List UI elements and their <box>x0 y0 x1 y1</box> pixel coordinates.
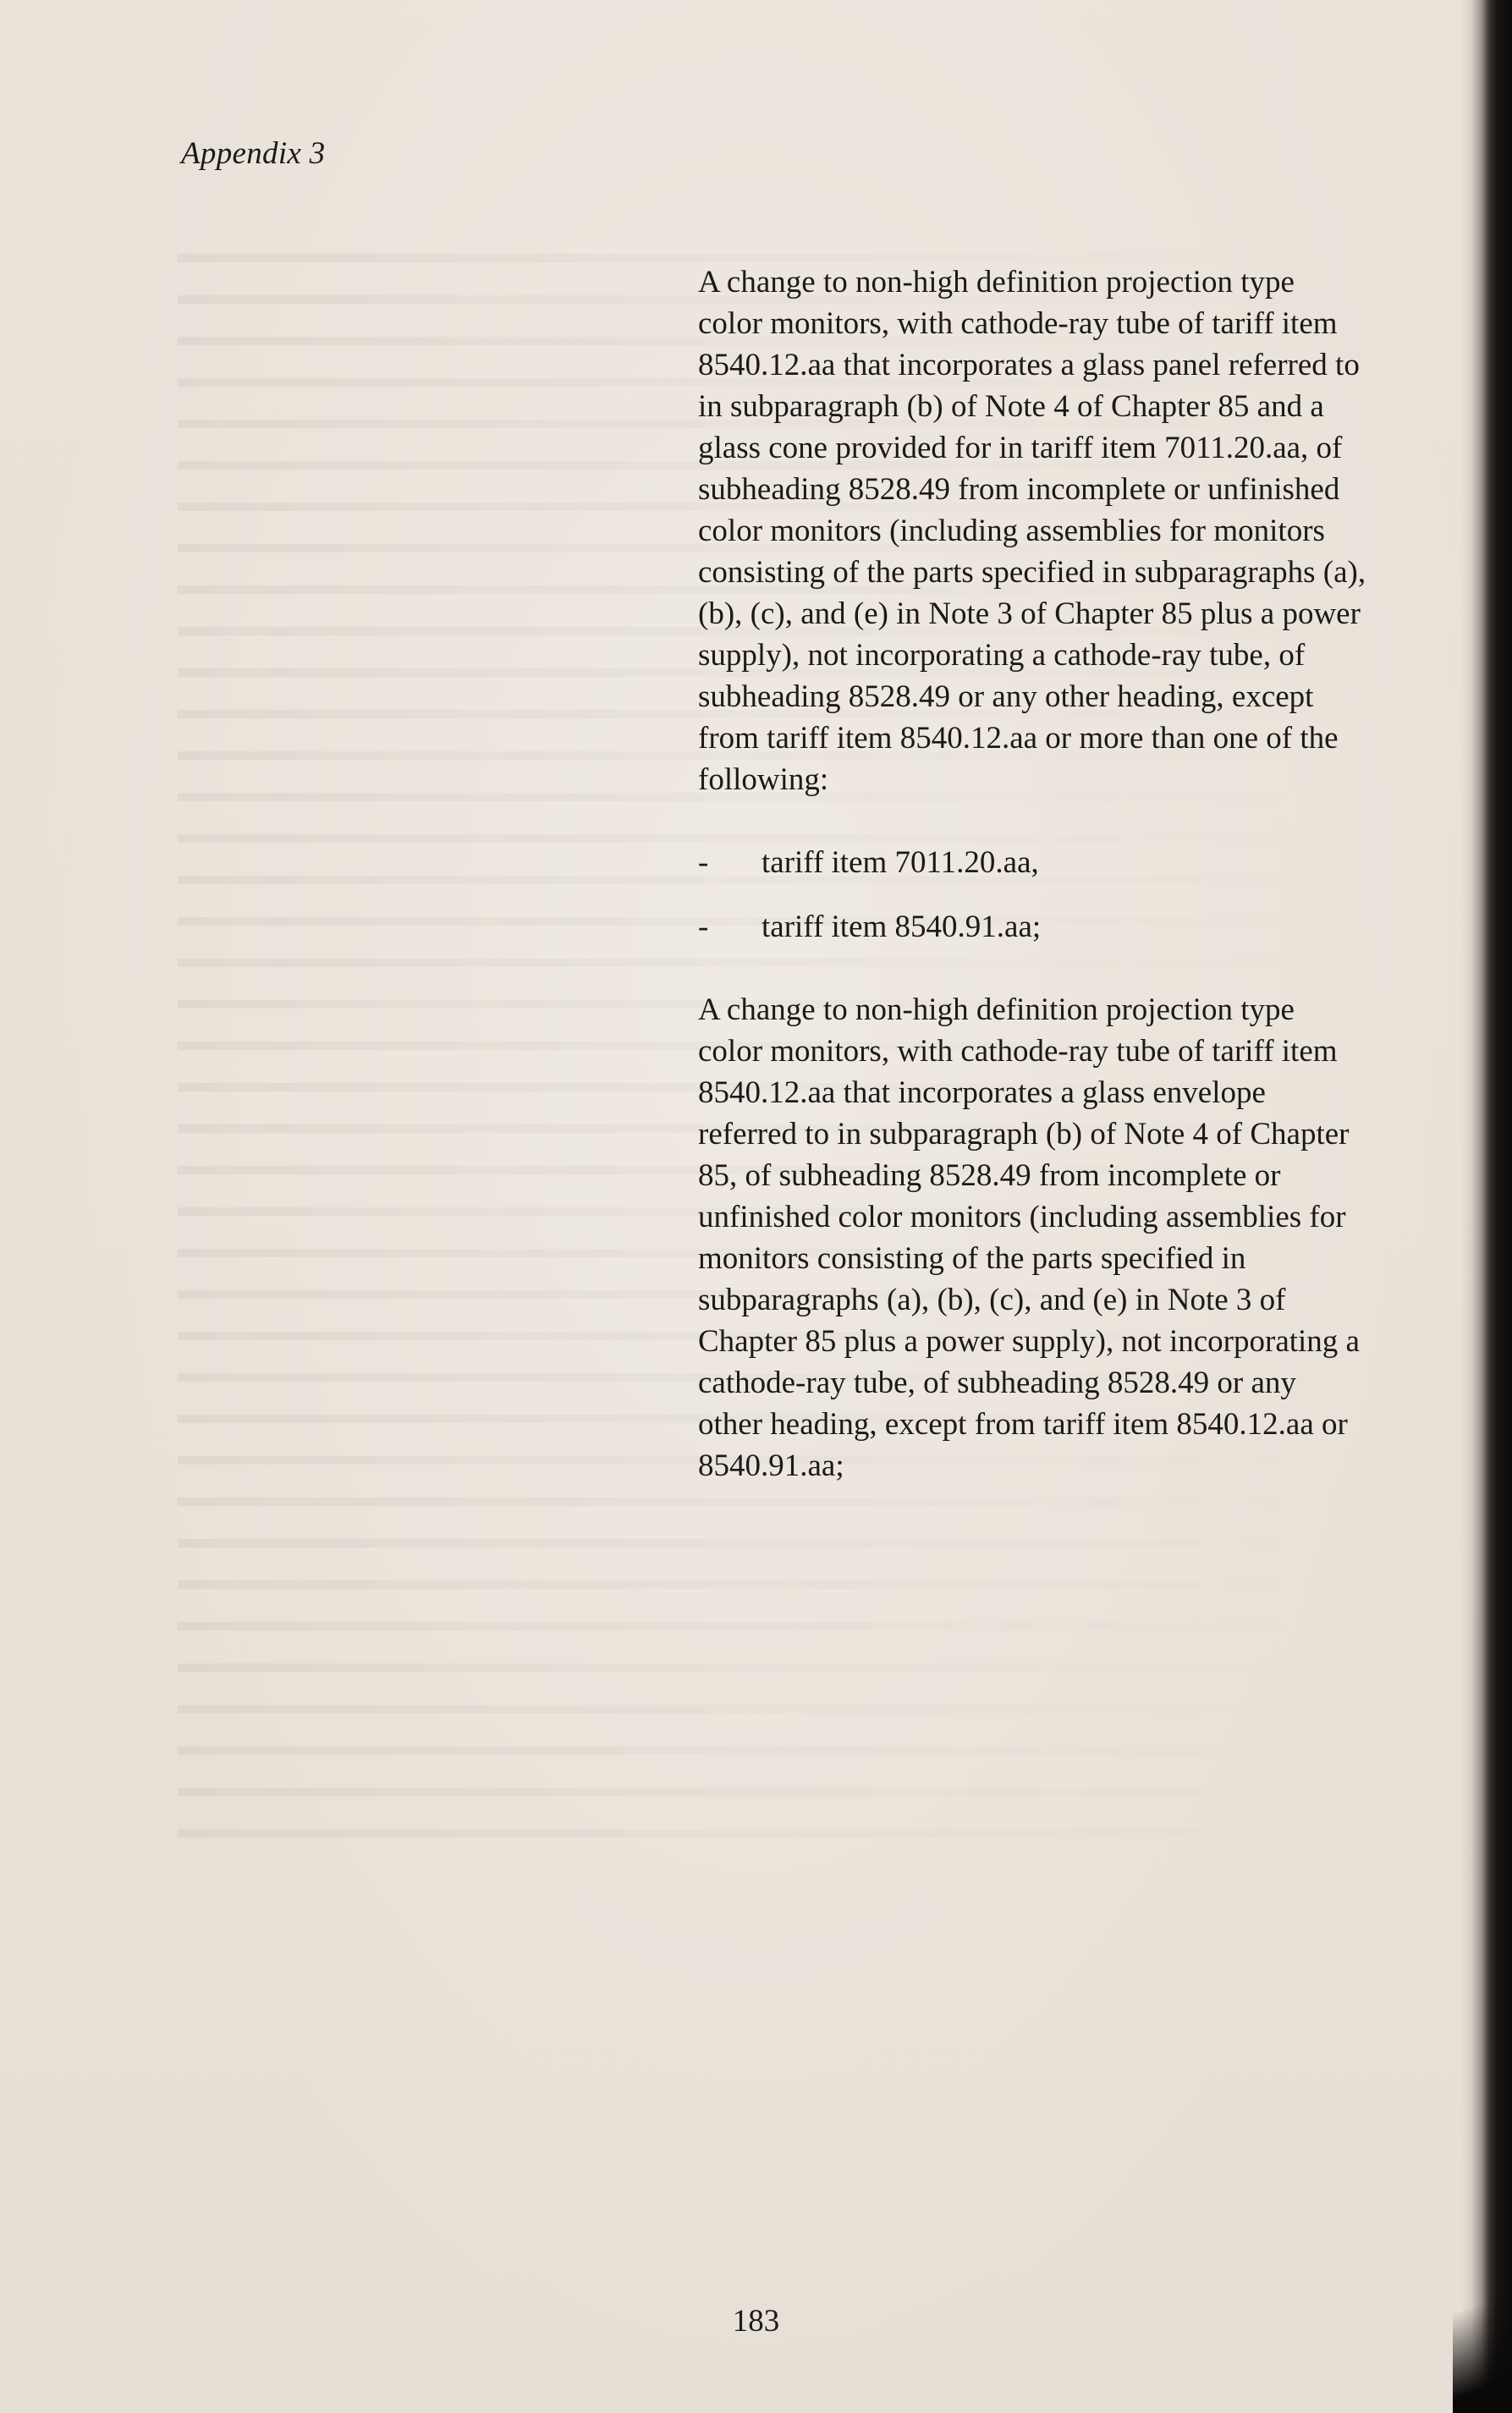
page-number: 183 <box>732 2304 780 2339</box>
list-item-text: tariff item 7011.20.aa, <box>761 845 1039 880</box>
exception-list <box>698 842 1366 948</box>
list-dash: - <box>698 845 709 880</box>
list-item-text: tariff item 8540.91.aa; <box>761 910 1042 944</box>
paragraph-2: A change to non-high definition projection type color monitors, with cathode-ray tube of tariff item 8540.12.aa that incorporates a glass envelope referred to in subparagraph (b) of Note 4 of Chapter 85, of subheading 8528.49 from incomplete or unfinished color monitors (including assemblies for monitors consisting of the parts specified in subparagraphs (a), (b), (c), and (e) in Note 3 of Chapter 85 plus a power supply), not incorporating a cathode-ray tube, of subheading 8528.49 or any other heading, except from tariff item 8540.12.aa or 8540.91.aa; <box>698 992 1360 1483</box>
page-corner-shadow <box>1453 2261 1512 2413</box>
list-item <box>698 906 1366 948</box>
running-head: Appendix 3 <box>181 136 326 171</box>
list-item <box>698 842 1366 883</box>
page-spine-shadow <box>1461 0 1512 2413</box>
paragraph-1: A change to non-high definition projection type color monitors, with cathode-ray tube of tariff item 8540.12.aa that incorporates a glass panel referred to in subparagraph (b) of Note 4 of Chapter 85 and a glass cone provided for in tariff item 7011.20.aa, of subheading 8528.49 from incomplete or unfinished color monitors (including assemblies for monitors consisting of the parts specified in subparagraphs (a), (b), (c), and (e) in Note 3 of Chapter 85 plus a power supply), not incorporating a cathode-ray tube, of subheading 8528.49 or any other heading, except from tariff item 8540.12.aa or more than one of the following: <box>698 265 1366 797</box>
body-text <box>698 261 1366 1528</box>
list-dash: - <box>698 910 709 944</box>
